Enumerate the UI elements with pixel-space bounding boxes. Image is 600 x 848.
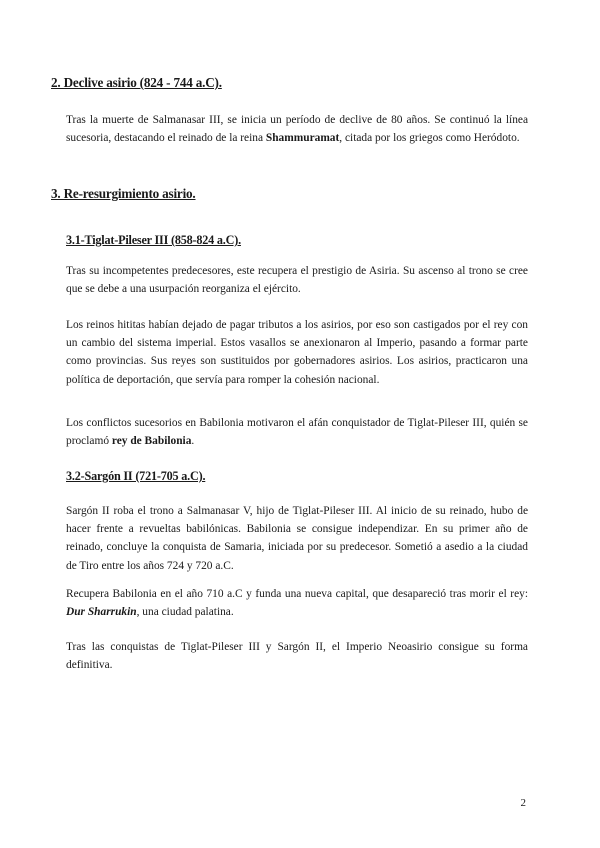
paragraph-sargon-2: [66, 585, 528, 621]
paragraph-tiglat-3: [66, 414, 528, 450]
paragraph-declive-text-a: Tras la muerte de Salmanasar III, se inicia un período de declive de 80 años. Se continuó la línea sucesoria, destacando el reinado de la reina: [66, 114, 528, 145]
paragraph-sargon-2-text-a: Recupera Babilonia en el año 710 a.C y funda una nueva capital, que desapareció tras morir el rey:: [66, 588, 528, 600]
paragraph-tiglat-1: Tras su incompetentes predecesores, este recupera el prestigio de Asiria. Su ascenso al trono se cree que se debe a una usurpación reorganiza el ejército.: [66, 265, 528, 296]
paragraph-sargon-2-text-c: , una ciudad palatina.: [136, 606, 234, 619]
name-shammuramat: Shammuramat: [265, 132, 340, 145]
paragraph-declive-text-c: , citada por los griegos como Heródoto.: [339, 132, 520, 145]
paragraph-tiglat-3-text-a: Los conflictos sucesorios en Babilonia motivaron el afán conquistador de Tiglat-Pileser III, quién se proclamó: [66, 417, 528, 448]
heading-declive-asirio: 2. Declive asirio (824 - 744 a.C).: [51, 75, 222, 90]
paragraph-sargon-1: Sargón II roba el trono a Salmanasar V, hijo de Tiglat-Pileser III. Al inicio de su reinado, hubo de hacer frente a revueltas babilónicas. Babilonia se consigue independizar. En su primer año de reinado, concluye la conquista de Samaria, iniciada por su predecesor. Sometió a asedio a la ciudad de Tiro entre los años 724 y 720 a.C.: [66, 505, 528, 572]
paragraph-tiglat-3-text-c: .: [191, 435, 195, 448]
title-rey-de-babilonia: rey de Babilonia: [111, 435, 192, 448]
paragraph-declive: [66, 111, 528, 147]
heading-sargon-ii: 3.2-Sargón II (721-705 a.C).: [66, 469, 206, 483]
paragraph-sargon-3: Tras las conquistas de Tiglat-Pileser III y Sargón II, el Imperio Neoasirio consigue su forma definitiva.: [66, 641, 528, 672]
paragraph-tiglat-2: Los reinos hititas habían dejado de pagar tributos a los asirios, por eso son castigados por el rey con un cambio del sistema imperial. Estos vasallos se anexionaron al Imperio, pasando a formar parte como provincias. Sus reyes son sustituidos por gobernadores asirios. Los asirios, practicaron una política de deportación, que servía para romper la cohesión nacional.: [66, 319, 528, 386]
page-number: 2: [520, 797, 526, 809]
heading-tiglat-pileser: 3.1-Tiglat-Pileser III (858-824 a.C).: [66, 233, 241, 247]
name-dur-sharrukin: Dur Sharrukin: [66, 606, 137, 619]
heading-re-resurgimiento: 3. Re-resurgimiento asirio.: [51, 186, 196, 201]
